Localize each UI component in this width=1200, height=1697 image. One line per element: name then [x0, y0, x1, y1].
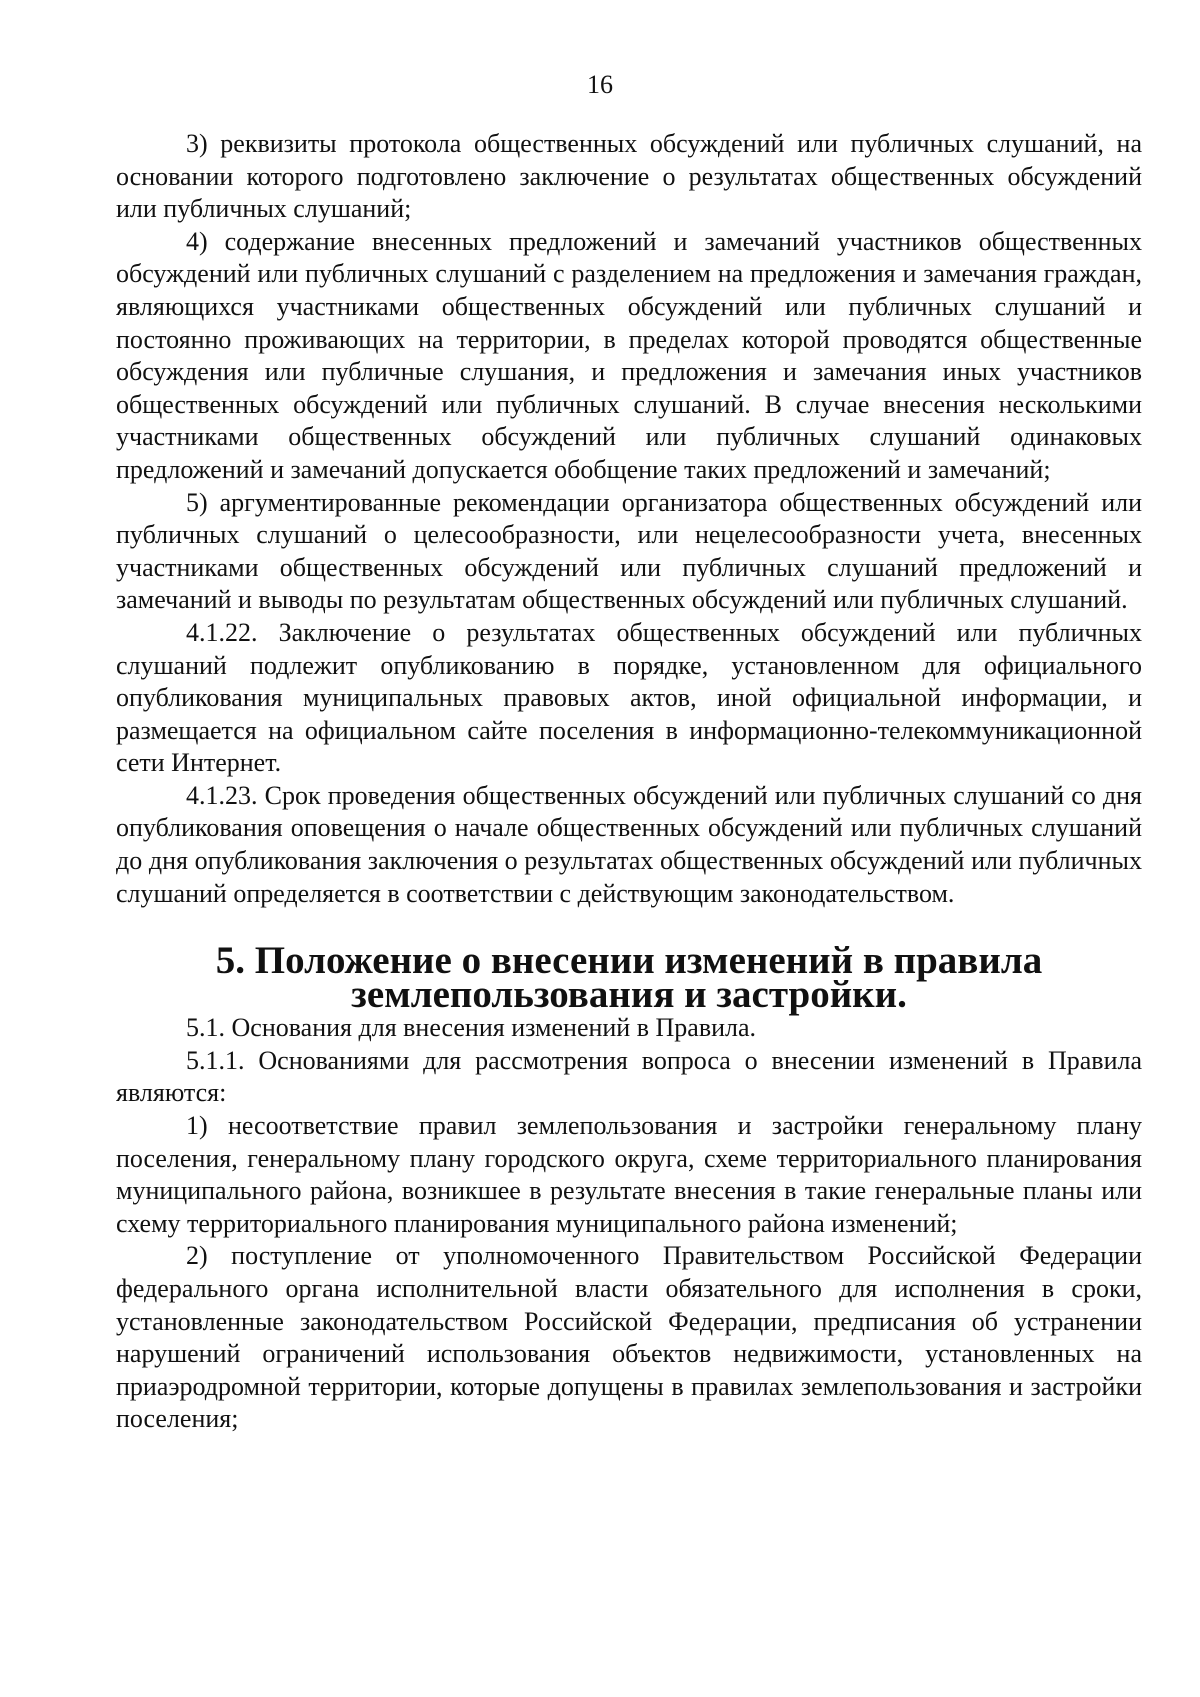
page-number: 16	[587, 70, 613, 99]
paragraph-4-1-23: 4.1.23. Срок проведения общественных обсуждений или публичных слушаний со дня опубликования оповещения о начале общественных обсуждений или публичных слушаний до дня опубликования заключения о результатах общественных обсуждений или публичных слушаний определяется в соответствии с действующим законодательством.	[116, 780, 1142, 908]
paragraph-item-2-order: 2) поступление от уполномоченного Правительством Российской Федерации федерального органа исполнительной власти обязательного для исполнения в сроки, установленные законодательством Российской Федерации, предписания об устранении нарушений ограничений использования объектов недвижимости, установленных на приаэродромной территории, которые допущены в правилах землепользования и застройки поселения;	[116, 1241, 1142, 1434]
paragraph-item-5-recommendations: 5) аргументированные рекомендации организатора общественных обсуждений или публичных слушаний о целесообразности, или нецелесообразности учета, внесенных участниками общественных обсуждений или публичных слушаний предложений и замечаний и выводы по результатам общественных обсуждений или публичных слушаний.	[116, 487, 1142, 615]
paragraph-item-1-noncompliance: 1) несоответствие правил землепользования и застройки генеральному плану поселения, генеральному плану городского округа, схеме территориального планирования муниципального района, возникшее в результате внесения в такие генеральные планы или схему территориального планирования муниципального района изменений;	[116, 1111, 1142, 1238]
paragraph-5-1: 5.1. Основания для внесения изменений в Правила.	[186, 1013, 757, 1043]
paragraph-4-1-22: 4.1.22. Заключение о результатах общественных обсуждений или публичных слушаний подлежит опубликованию в порядке, установленном для официального опубликования муниципальных правовых актов, иной официальной информации, и размещается на официальном сайте поселения в информационно-телекоммуникационной сети Интернет.	[116, 617, 1142, 778]
paragraph-5-1-1: 5.1.1. Основаниями для рассмотрения вопроса о внесении изменений в Правила являются:	[116, 1045, 1142, 1108]
document-body	[116, 128, 1142, 1436]
section-5-heading: 5. Положение о внесении изменений в правила землепользования и застройки.	[215, 939, 1043, 1017]
paragraph-item-3-protocol: 3) реквизиты протокола общественных обсуждений или публичных слушаний, на основании которого подготовлено заключение о результатах общественных обсуждений или публичных слушаний;	[116, 129, 1142, 224]
paragraph-item-4-proposals: 4) содержание внесенных предложений и замечаний участников общественных обсуждений или публичных слушаний с разделением на предложения и замечания граждан, являющихся участниками общественных обсуждений или публичных слушаний и постоянно проживающих на территории, в пределах которой проводятся общественные обсуждения или публичные слушания, и предложения и замечания иных участников общественных обсуждений или публичных слушаний. В случае внесения несколькими участниками общественных обсуждений или публичных слушаний одинаковых предложений и замечаний допускается обобщение таких предложений и замечаний;	[116, 226, 1142, 484]
